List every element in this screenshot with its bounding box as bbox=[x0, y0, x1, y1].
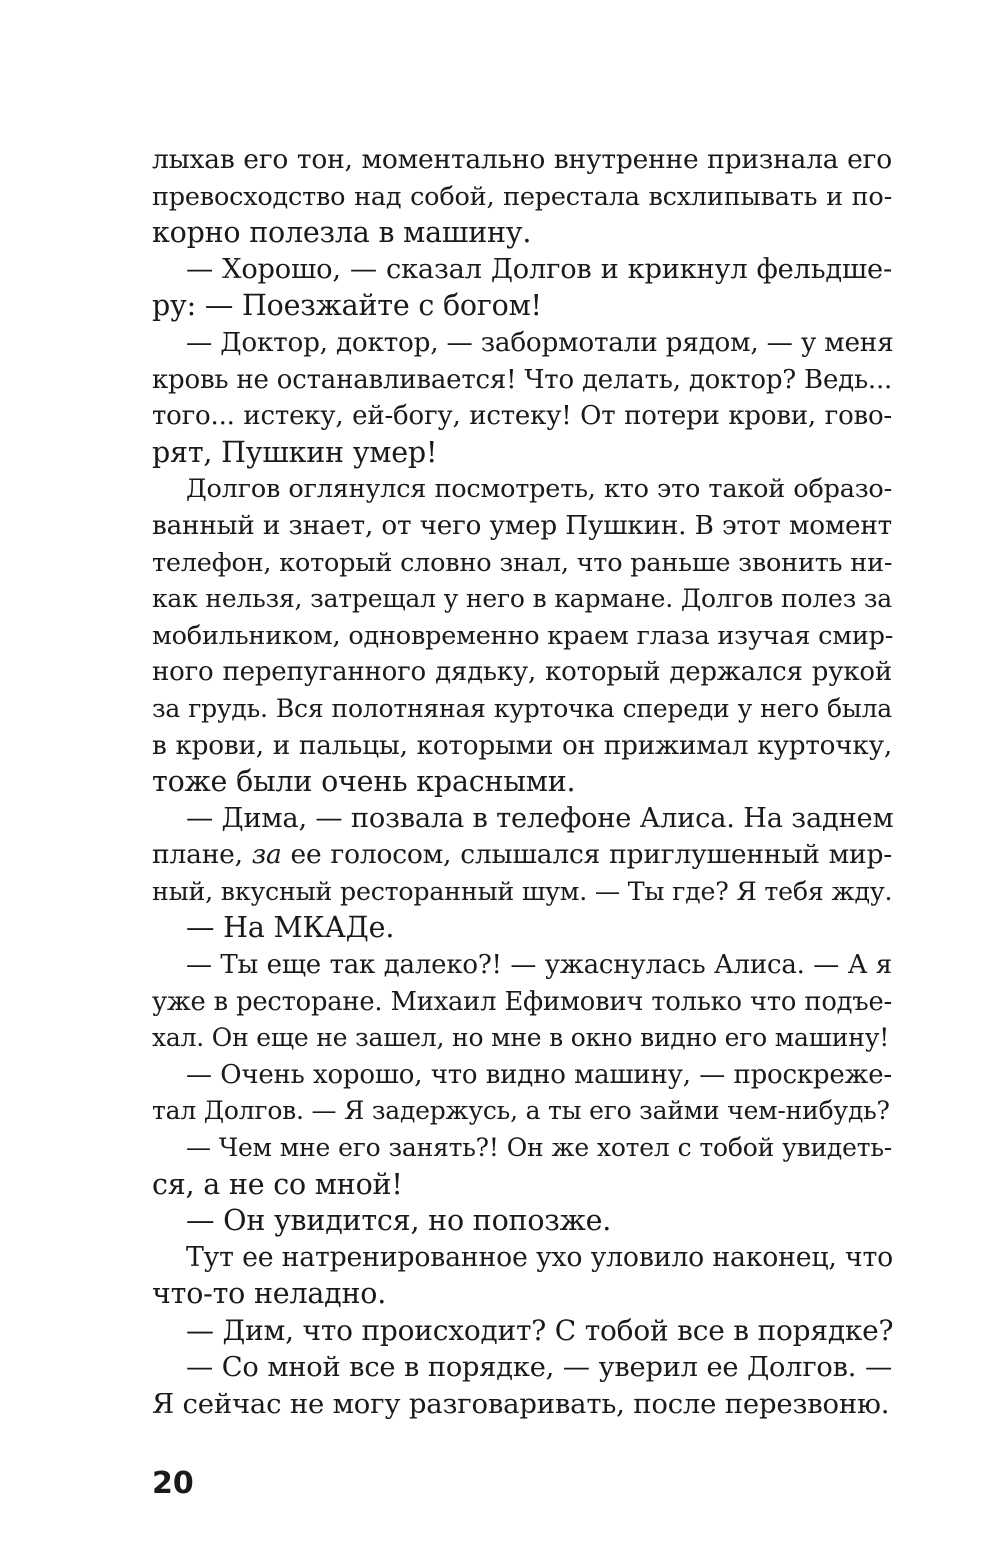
body-text bbox=[152, 142, 892, 1423]
text-line: хал. Он еще не зашел, но мне в окно видно его машину! bbox=[152, 1023, 890, 1053]
text-line: как нельзя, затрещал у него в кармане. Долгов полез за bbox=[152, 584, 892, 614]
text-line: ный, вкусный ресторанный шум. — Ты где? Я тебя жду. bbox=[152, 876, 893, 906]
text-line: за грудь. Вся полотняная курточка спереди у него была bbox=[152, 693, 892, 723]
text-line: — Хорошо, — сказал Долгов и крикнул фельдше- bbox=[186, 253, 892, 285]
text-line: превосходство над собой, перестала всхлипывать и по- bbox=[152, 181, 892, 212]
text-line: в крови, и пальцы, которыми он прижимал курточку, bbox=[152, 730, 892, 761]
text-line: лыхав его тон, моментально внутренне признала его bbox=[152, 144, 892, 175]
text-line: — Чем мне его занять?! Он же хотел с тобой увидеть- bbox=[186, 1133, 892, 1163]
page-number: 20 bbox=[152, 1466, 194, 1501]
text-line: — Очень хорошо, что видно машину, — проскреже- bbox=[186, 1059, 892, 1090]
text-line: корно полезла в машину. bbox=[152, 216, 532, 250]
text-line: ванный и знает, от чего умер Пушкин. В этот момент bbox=[152, 510, 892, 541]
text-line: уже в ресторане. Михаил Ефимович только что подъе- bbox=[152, 986, 892, 1017]
text-line: мобильником, одновременно краем глаза изучая смир- bbox=[152, 620, 894, 651]
text-line: — Дима, — позвала в телефоне Алиса. На заднем bbox=[186, 802, 894, 834]
text-line: — Ты еще так далеко?! — ужаснулась Алиса. — А я bbox=[186, 950, 892, 981]
text-line: кровь не останавливается! Что делать, доктор? Ведь... bbox=[152, 364, 893, 395]
text-line: плане, за ее голосом, слышался приглушенный мир- bbox=[152, 839, 892, 871]
text-line: — Дим, что происходит? С тобой все в порядке? bbox=[186, 1314, 894, 1347]
text-line: телефон, который словно знал, что раньше звонить ни- bbox=[152, 547, 893, 578]
text-line: рят, Пушкин умер! bbox=[152, 435, 438, 469]
text-line: — Со мной все в порядке, — уверил ее Долгов. — bbox=[186, 1351, 892, 1383]
text-line: — Он увидится, но попозже. bbox=[186, 1204, 612, 1238]
text-line: тал Долгов. — Я задержусь, а ты его займи чем-нибудь? bbox=[152, 1096, 890, 1126]
text-line: Я сейчас не могу разговаривать, после перезвоню. bbox=[152, 1388, 890, 1421]
text-line: того... истеку, ей-богу, истеку! От потери крови, гово- bbox=[152, 401, 892, 432]
text-line: Долгов оглянулся посмотреть, кто это такой образо- bbox=[186, 474, 892, 505]
text-line: ся, а не со мной! bbox=[152, 1167, 403, 1201]
text-line: тоже были очень красными. bbox=[152, 765, 576, 799]
text-line: что-то неладно. bbox=[152, 1277, 387, 1311]
text-line: Тут ее натренированное ухо уловило наконец, что bbox=[186, 1241, 893, 1273]
text-line: ного перепуганного дядьку, который держался рукой bbox=[152, 657, 892, 688]
text-line: — Доктор, доктор, — забормотали рядом, — у меня bbox=[186, 327, 894, 358]
text-line: ру: — Поезжайте с богом! bbox=[152, 289, 542, 323]
text-line: — На МКАДе. bbox=[186, 911, 395, 945]
